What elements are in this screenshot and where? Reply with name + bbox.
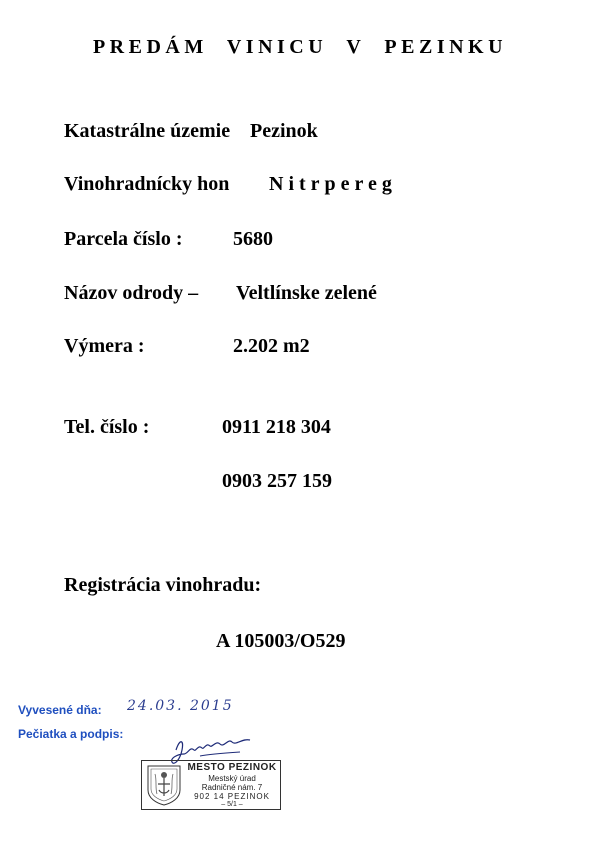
field-area (64, 335, 310, 358)
stamp-signature-label: Pečiatka a podpis: (18, 727, 124, 741)
official-stamp (141, 760, 281, 810)
phone-number-1: 0911 218 304 (222, 416, 331, 438)
field-label: Výmera : (64, 335, 145, 357)
registration-value: A 105003/O529 (216, 630, 346, 652)
field-label: Parcela číslo : (64, 228, 183, 250)
field-label: Katastrálne územie (64, 120, 231, 142)
field-value: Veltlínske zelené (236, 282, 377, 304)
field-value: Pezinok (250, 120, 318, 142)
city-emblem-icon (146, 764, 182, 806)
registration-label: Registrácia vinohradu: (64, 574, 262, 596)
phone-label: Tel. číslo : (64, 416, 150, 438)
stamp-line-4: 902 14 PEZINOK (194, 792, 270, 801)
stamp-line-3: Radničné nám. 7 (201, 783, 263, 792)
stamp-line-2: Mestský úrad (208, 774, 256, 783)
contact-phone-row (64, 416, 331, 439)
stamp-line-1: MESTO PEZINOK (187, 762, 277, 773)
field-value: 2.202 m2 (233, 335, 310, 357)
field-vineyard-hon (64, 173, 397, 196)
posted-label: Vyvesené dňa: (18, 703, 102, 717)
field-label: Názov odrody – (64, 282, 199, 304)
phone-number-2: 0903 257 159 (222, 470, 332, 492)
field-value: 5680 (233, 228, 273, 250)
page-title: PREDÁM VINICU V PEZINKU (92, 36, 508, 58)
field-parcel-number (64, 228, 273, 251)
field-variety (64, 282, 377, 305)
posted-date: 24.03. 2015 (127, 698, 234, 714)
field-value: Nitrpereg (269, 173, 397, 195)
stamp-line-5: – 5/1 – (221, 801, 243, 808)
field-cadastral-area (64, 120, 318, 143)
field-label: Vinohradnícky hon (64, 173, 230, 195)
